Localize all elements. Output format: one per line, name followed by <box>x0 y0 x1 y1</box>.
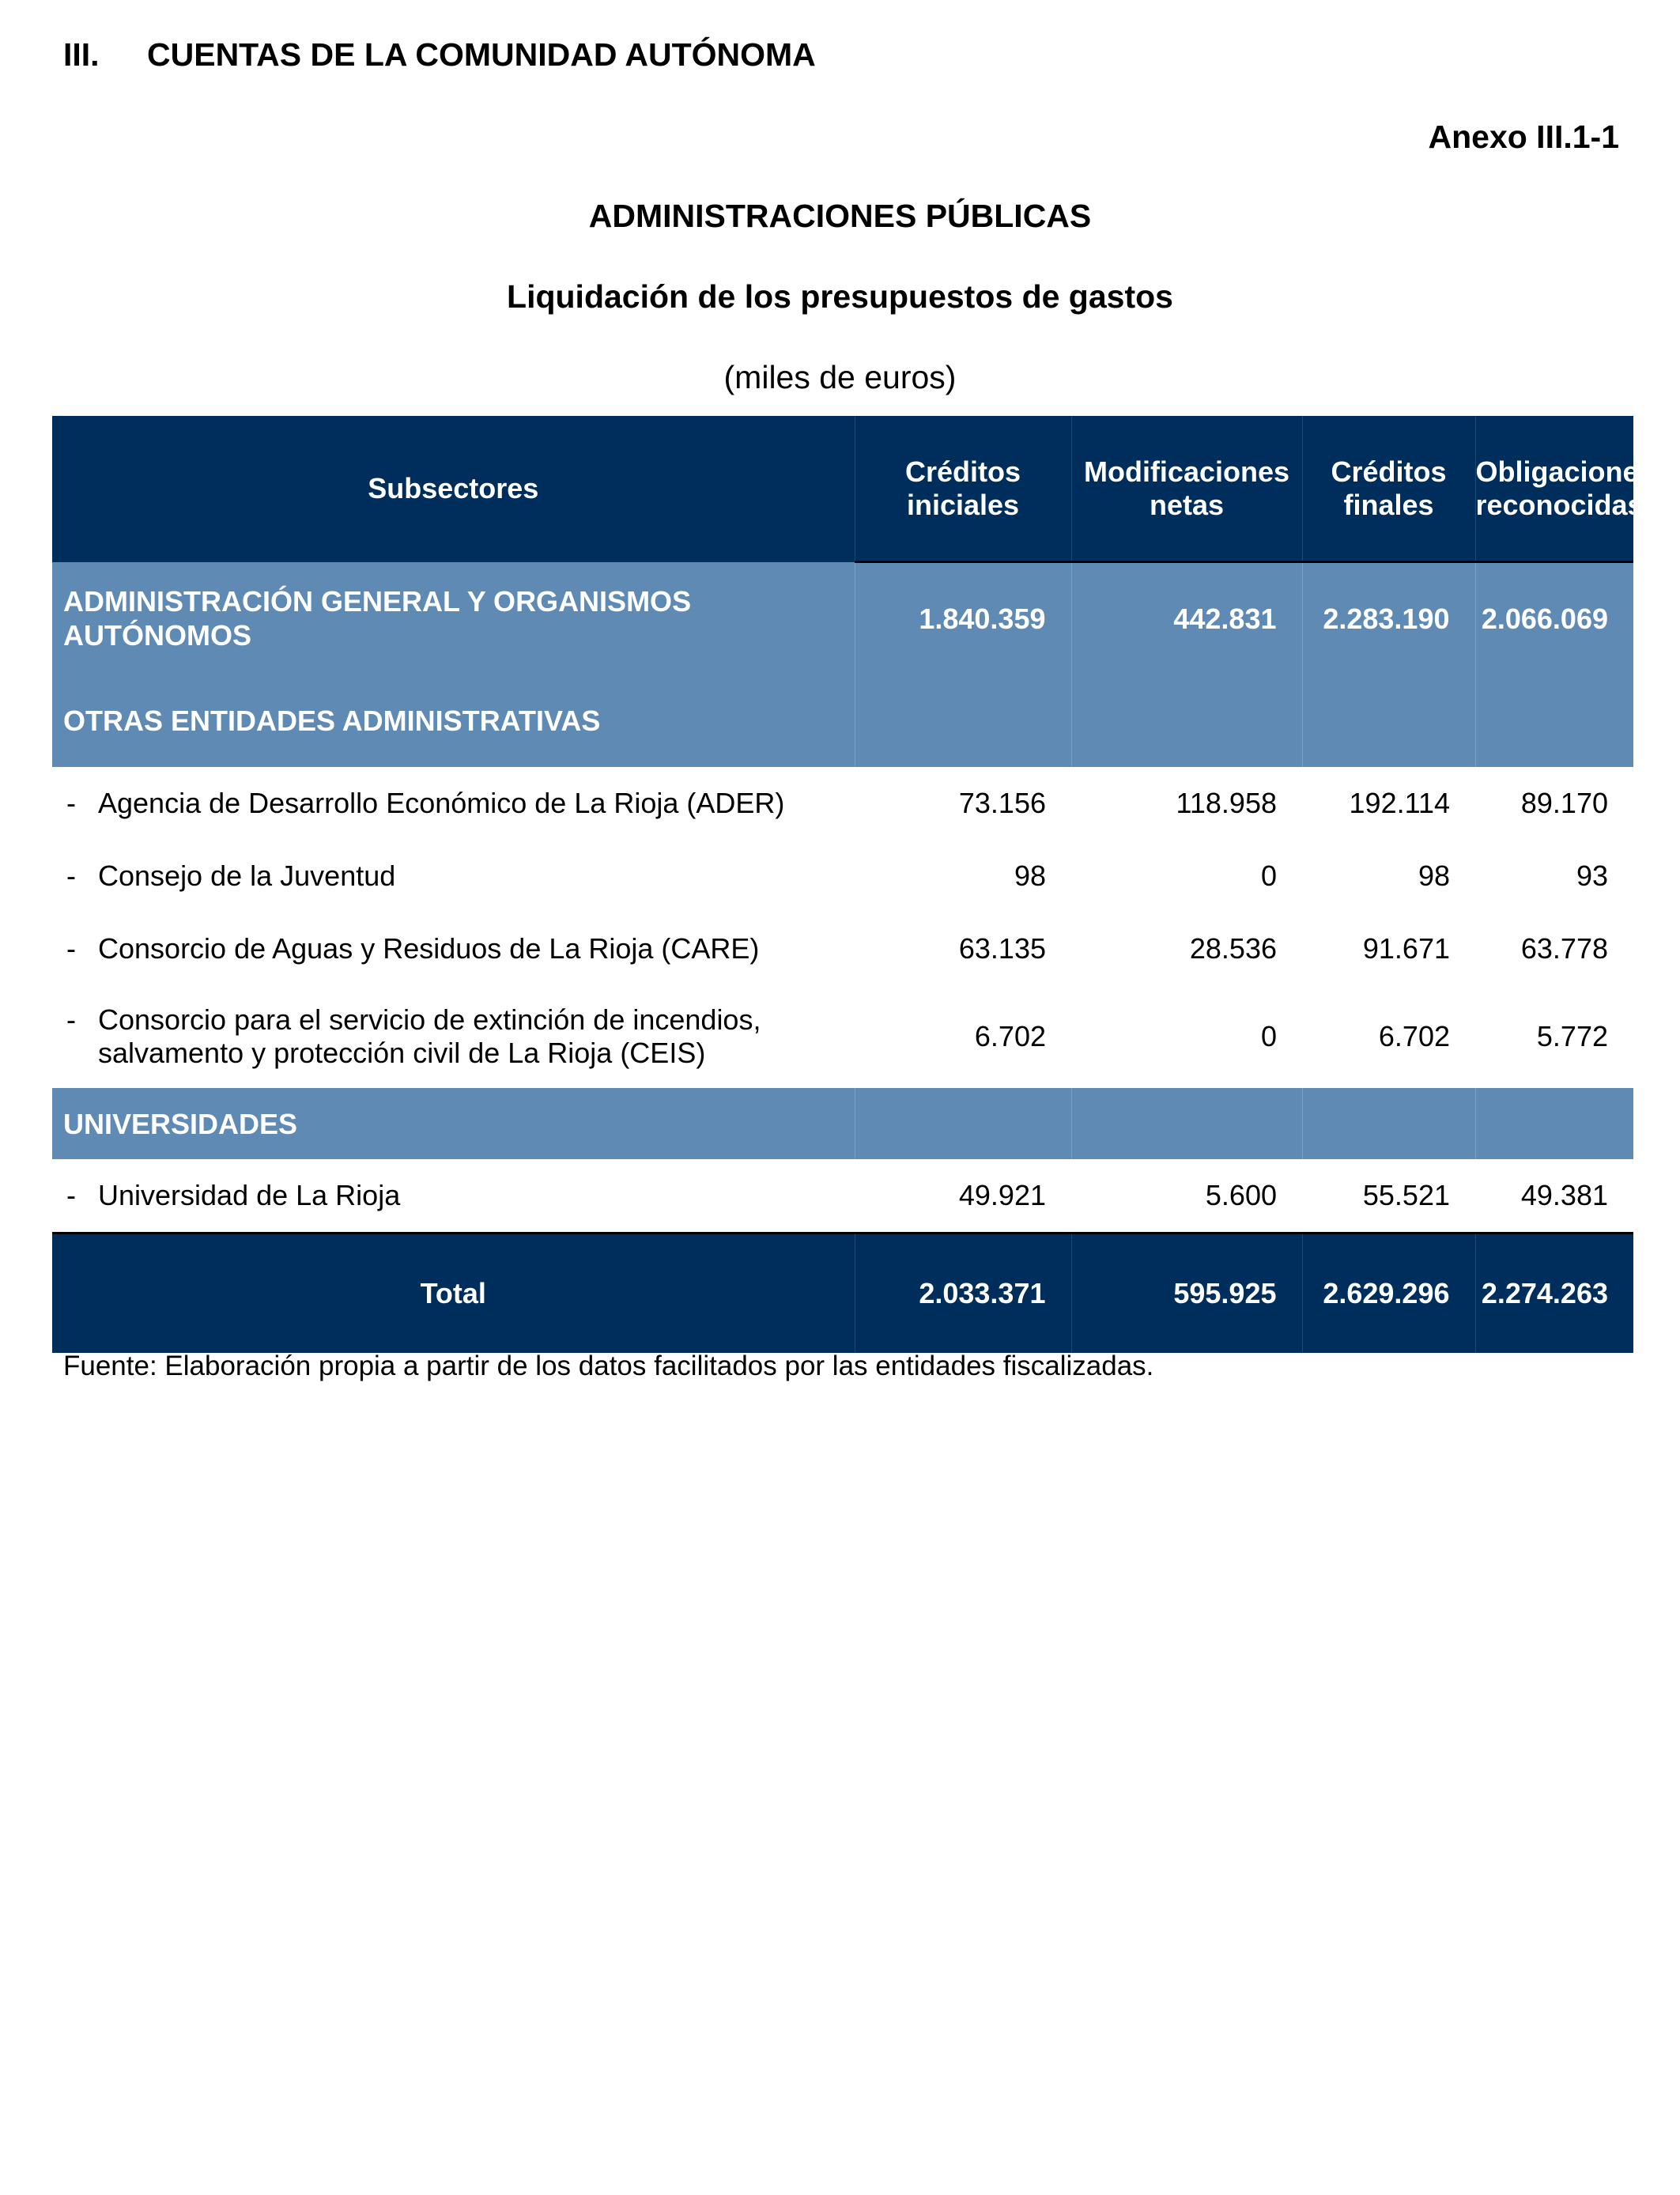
row-dash: - <box>66 1003 76 1036</box>
value-modificaciones-netas: 118.958 <box>1071 767 1302 840</box>
value-creditos-iniciales: 6.702 <box>855 985 1071 1088</box>
section-number: III. <box>63 36 100 73</box>
budget-table <box>52 416 1655 1353</box>
value-obligaciones-reconocidas: 2.066.069 <box>1475 562 1633 675</box>
annex-label: Anexo III.1-1 <box>1428 119 1619 155</box>
row-label: Consorcio de Aguas y Residuos de La Rioja (CARE) <box>98 932 760 965</box>
total-label: Total <box>52 1234 855 1354</box>
page-subheading: Liquidación de los presupuestos de gastos <box>507 278 1173 315</box>
row-dash: - <box>66 1179 76 1211</box>
table-row <box>52 840 1633 912</box>
total-row <box>52 1234 1633 1354</box>
header-obligaciones-reconocidas: Obligaciones reconocidas <box>1475 416 1633 562</box>
table-header-row <box>52 416 1633 562</box>
table-row <box>52 767 1633 840</box>
units-label: (miles de euros) <box>723 359 957 395</box>
value-modificaciones-netas: 442.831 <box>1071 562 1302 675</box>
value-modificaciones-netas: 5.600 <box>1071 1159 1302 1234</box>
total-creditos-iniciales: 2.033.371 <box>855 1234 1071 1354</box>
value-creditos-iniciales: 73.156 <box>855 767 1071 840</box>
value-creditos-finales: 2.283.190 <box>1302 562 1475 675</box>
row-dash: - <box>66 932 76 965</box>
page-heading: ADMINISTRACIONES PÚBLICAS <box>588 198 1092 234</box>
header-creditos-iniciales: Créditos iniciales <box>855 416 1071 562</box>
value-creditos-finales: 91.671 <box>1302 912 1475 985</box>
value-creditos-iniciales: 1.840.359 <box>855 562 1071 675</box>
section-row-universidades <box>52 1088 1633 1159</box>
section-label: UNIVERSIDADES <box>52 1088 855 1159</box>
value-obligaciones-reconocidas: 89.170 <box>1475 767 1633 840</box>
section-row-otras-entidades <box>52 674 1633 767</box>
row-label: Agencia de Desarrollo Económico de La Rioja (ADER) <box>98 787 785 819</box>
section-title-text: CUENTAS DE LA COMUNIDAD AUTÓNOMA <box>147 36 816 73</box>
total-creditos-finales: 2.629.296 <box>1302 1234 1475 1354</box>
value-obligaciones-reconocidas: 93 <box>1475 840 1633 912</box>
header-subsectores: Subsectores <box>52 416 855 562</box>
value-creditos-iniciales: 49.921 <box>855 1159 1071 1234</box>
value-modificaciones-netas: 0 <box>1071 840 1302 912</box>
table-row <box>52 985 1633 1088</box>
value-creditos-finales: 6.702 <box>1302 985 1475 1088</box>
total-obligaciones-reconocidas: 2.274.263 <box>1475 1234 1633 1354</box>
value-obligaciones-reconocidas: 49.381 <box>1475 1159 1633 1234</box>
row-label: Consejo de la Juventud <box>98 859 396 892</box>
value-creditos-finales: 192.114 <box>1302 767 1475 840</box>
value-creditos-finales: 98 <box>1302 840 1475 912</box>
row-dash: - <box>66 859 76 892</box>
value-modificaciones-netas: 28.536 <box>1071 912 1302 985</box>
row-label: Consorcio para el servicio de extinción de incendios, salvamento y protección civil de La Rioja (CEIS) <box>98 1003 761 1069</box>
source-note: Fuente: Elaboración propia a partir de los datos facilitados por las entidades fiscalizadas. <box>63 1351 1154 1381</box>
section-label: ADMINISTRACIÓN GENERAL Y ORGANISMOS AUTÓNOMOS <box>52 562 855 675</box>
value-creditos-iniciales: 63.135 <box>855 912 1071 985</box>
value-modificaciones-netas: 0 <box>1071 985 1302 1088</box>
section-title <box>63 36 816 74</box>
section-row-administracion-general <box>52 562 1633 675</box>
row-dash: - <box>66 787 76 819</box>
section-label: OTRAS ENTIDADES ADMINISTRATIVAS <box>52 674 855 767</box>
table-row <box>52 1159 1633 1234</box>
header-modificaciones-netas: Modificaciones netas <box>1071 416 1302 562</box>
total-modificaciones-netas: 595.925 <box>1071 1234 1302 1354</box>
row-label: Universidad de La Rioja <box>98 1179 401 1211</box>
value-creditos-iniciales: 98 <box>855 840 1071 912</box>
table-row <box>52 912 1633 985</box>
value-obligaciones-reconocidas: 63.778 <box>1475 912 1633 985</box>
value-obligaciones-reconocidas: 5.772 <box>1475 985 1633 1088</box>
header-creditos-finales: Créditos finales <box>1302 416 1475 562</box>
value-creditos-finales: 55.521 <box>1302 1159 1475 1234</box>
